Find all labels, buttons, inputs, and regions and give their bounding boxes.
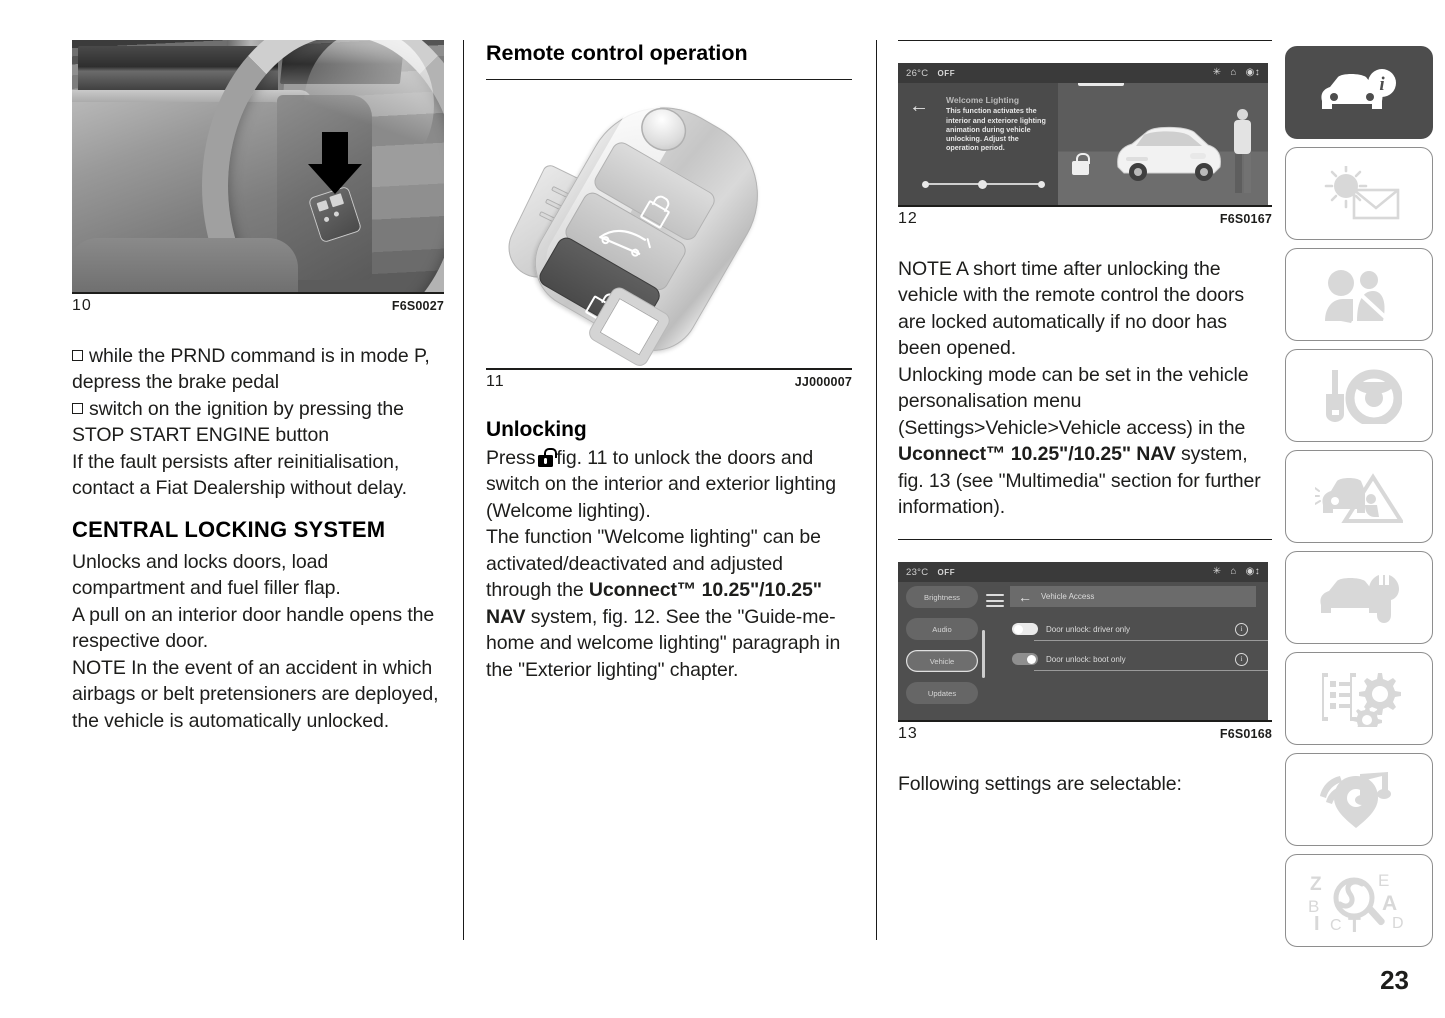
uconnect-bold-mid: Uconnect™ 10.25"/10.25" NAV — [486, 579, 822, 628]
sidebar-item-brightness[interactable]: Brightness — [906, 586, 978, 608]
figure-12-screen — [898, 63, 1268, 205]
svg-text:E: E — [1378, 870, 1390, 890]
left-column — [72, 40, 444, 734]
central-locking-heading: CENTRAL LOCKING SYSTEM — [72, 516, 386, 542]
index-tab[interactable] — [1285, 854, 1433, 947]
vehicle-illustration — [1110, 117, 1228, 183]
chapter-tab-strip — [1285, 46, 1433, 955]
unlocking-heading: Unlocking — [486, 417, 587, 441]
svg-text:Z: Z — [1310, 873, 1322, 895]
figure-13-screen — [898, 562, 1268, 720]
unlocking-mode-part1: Unlocking mode can be set in the vehicle personalisation menu (Settings>Vehicle>Vehicle access) in the — [898, 363, 1249, 439]
uc12-climate-state: OFF — [937, 68, 956, 78]
emergency-tab[interactable] — [1285, 450, 1433, 543]
unlock-instruction: fig. 11 to unlock the doors and switch on the interior and exterior lighting (Welcome lighting). — [486, 446, 837, 522]
sidebar-scrollbar[interactable] — [982, 630, 985, 678]
left-paragraph-2: A pull on an interior door handle opens the respective door. — [72, 603, 435, 653]
figure-12 — [898, 63, 1272, 228]
middle-column — [486, 40, 852, 683]
person-illustration — [1232, 109, 1254, 193]
sidebar-item-vehicle[interactable]: Vehicle — [906, 650, 978, 672]
location-icon: ◉↕ — [1245, 566, 1260, 578]
maintenance-tab[interactable] — [1285, 551, 1433, 644]
svg-text:T: T — [1348, 913, 1361, 932]
info-icon[interactable]: i — [1235, 623, 1248, 636]
sidebar-item-updates[interactable]: Updates — [906, 682, 978, 704]
uc12-temperature: 26°C — [906, 67, 929, 79]
sidebar-item-audio[interactable]: Audio — [906, 618, 978, 640]
note-paragraph: NOTE A short time after unlocking the vehicle with the remote control the doors are locked automatically if no door has been opened. — [898, 257, 1244, 360]
car-wrench-icon — [1320, 575, 1399, 623]
toggle-boot-only[interactable] — [1012, 653, 1038, 665]
right-column-closing — [898, 771, 1272, 798]
uc13-header — [1010, 586, 1256, 607]
toggle-driver-only[interactable] — [1012, 623, 1038, 635]
bullet-square-icon — [72, 350, 83, 361]
starting-driving-tab[interactable] — [1285, 349, 1433, 442]
figure-12-code: F6S0167 — [1219, 211, 1272, 226]
list-gears-icon — [1322, 673, 1401, 727]
alphabetical-index-icon — [1308, 871, 1404, 932]
figure-11-image — [486, 88, 852, 368]
menu-icon[interactable] — [986, 594, 1004, 611]
figure-10-image — [72, 40, 444, 292]
figure-11-number: 11 — [486, 372, 505, 390]
back-arrow-icon[interactable]: ← — [1018, 588, 1032, 605]
right-column-text-top — [898, 256, 1272, 521]
dashboard-info-tab[interactable] — [1285, 46, 1433, 139]
page-number: 23 — [1380, 965, 1409, 995]
location-icon: ◉↕ — [1245, 67, 1260, 79]
welcome-lighting-text-part1: The function "Welcome lighting" can be activated/deactivated and adjusted through the — [486, 526, 821, 602]
bullet-item-2: switch on the ignition by pressing the STOP START ENGINE button — [72, 397, 404, 447]
sun-envelope-icon — [1326, 166, 1398, 218]
setting-label-driver-only: Door unlock: driver only — [1046, 624, 1131, 634]
uc13-climate-state: OFF — [937, 567, 956, 577]
vehicle-access-title: Vehicle Access — [1041, 592, 1095, 602]
section-title: Remote control operation — [486, 41, 748, 65]
press-word: Press — [486, 446, 536, 469]
unlocking-mode-part2: system, fig. 13 (see "Multimedia" section for further information). — [898, 443, 1261, 519]
bullet-item-1: while the PRND command is in mode P, depress the brake pedal — [72, 344, 430, 394]
occupant-seatbelt-icon — [1325, 270, 1385, 323]
svg-text:i: i — [1379, 73, 1385, 95]
figure-13-code: F6S0168 — [1219, 726, 1272, 741]
music-note-signal-icon — [1320, 772, 1391, 828]
figure-10-number: 10 — [72, 296, 92, 314]
figure-10 — [72, 40, 444, 315]
bluetooth-icon: ✳ — [1212, 67, 1222, 79]
column-divider-left — [463, 40, 464, 940]
uc13-settings-sidebar — [906, 586, 978, 714]
car-info-icon — [1321, 69, 1396, 109]
lock-icon — [1072, 153, 1089, 175]
vehicle-icon: ⌂ — [1230, 67, 1237, 79]
left-paragraph-fault: If the fault persists after reinitialisation, contact a Fiat Dealership without delay. — [72, 450, 407, 500]
back-arrow-icon[interactable]: ← — [909, 95, 929, 118]
safety-tab[interactable] — [1285, 248, 1433, 341]
figure-11 — [486, 88, 852, 391]
specifications-tab[interactable] — [1285, 652, 1433, 745]
svg-text:D: D — [1392, 914, 1404, 932]
uc12-description: This function activates the interior and exteriore lighting animation during vehicle unlocking. Adjust the operation period. — [946, 106, 1046, 153]
bullet-square-icon — [72, 403, 83, 414]
figure-13 — [898, 562, 1272, 743]
svg-text:B: B — [1308, 896, 1320, 916]
setting-label-boot-only: Door unlock: boot only — [1046, 654, 1126, 664]
figure-11-code: JJ000007 — [794, 374, 852, 389]
closing-text: Following settings are selectable: — [898, 772, 1182, 795]
left-paragraph-1: Unlocks and locks doors, load compartment and fuel filler flap. — [72, 550, 341, 600]
right-column — [898, 40, 1272, 797]
uc12-status-bar — [898, 63, 1268, 83]
svg-text:C: C — [1330, 916, 1342, 932]
left-paragraph-3: NOTE In the event of an accident in which airbags or belt pretensioners are deployed, the vehicle is automatically unlocked. — [72, 656, 439, 732]
uc13-status-bar — [898, 562, 1268, 582]
car-warning-triangle-icon — [1315, 477, 1401, 521]
multimedia-tab[interactable] — [1285, 753, 1433, 846]
svg-text:A: A — [1382, 891, 1398, 915]
uc12-animation-panel — [1058, 83, 1268, 205]
uconnect-bold-right: Uconnect™ 10.25"/10.25" NAV — [898, 443, 1176, 466]
operation-period-slider[interactable] — [922, 179, 1046, 189]
column-divider-right — [876, 40, 877, 940]
welcome-lighting-text-part2: system, fig. 12. See the "Guide-me-home and welcome lighting" paragraph in the "Exterior lighting" chapter. — [486, 605, 841, 681]
key-steering-wheel-icon — [1326, 370, 1398, 422]
lights-wipers-tab[interactable] — [1285, 147, 1433, 240]
unlock-icon — [538, 448, 553, 467]
figure-10-code: F6S0027 — [391, 298, 444, 313]
middle-column-text — [486, 417, 852, 684]
uc13-temperature: 23°C — [906, 566, 929, 578]
figure-12-number: 12 — [898, 209, 918, 227]
uc12-title: Welcome Lighting — [946, 95, 1020, 106]
left-column-text — [72, 343, 444, 735]
svg-text:I: I — [1314, 912, 1320, 932]
vehicle-icon: ⌂ — [1230, 566, 1237, 578]
bluetooth-icon: ✳ — [1212, 566, 1222, 578]
down-arrow-annotation — [308, 132, 362, 194]
figure-13-number: 13 — [898, 724, 918, 742]
info-icon[interactable]: i — [1235, 653, 1248, 666]
